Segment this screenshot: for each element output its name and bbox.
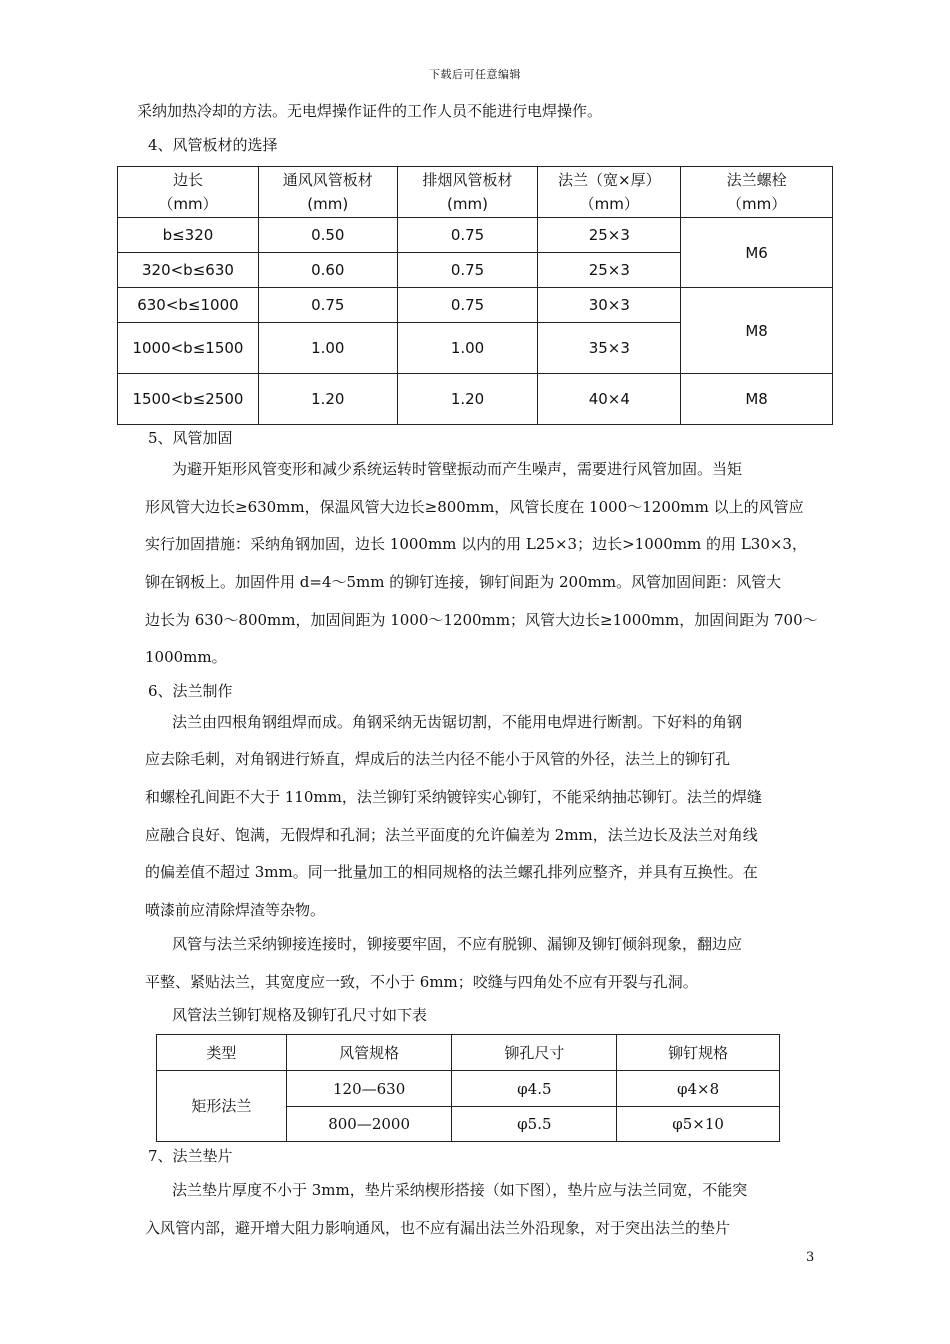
table-cell: b≤320 <box>118 218 259 253</box>
page-header: 下载后可任意编辑 <box>429 68 521 81</box>
paragraph-line: 采纳加热冷却的方法。无电焊操作证件的工作人员不能进行电焊操作。 <box>137 102 603 120</box>
bolt-cell: M8 <box>681 288 833 374</box>
header-cell: 排烟风管板材 (mm) <box>397 167 538 218</box>
paragraph-line: 应融合良好、饱满，无假焊和孔洞；法兰平面度的允许偏差为 2mm，法兰边长及法兰对角线 <box>145 826 758 844</box>
header-cell: 铆孔尺寸 <box>452 1035 617 1071</box>
table-row <box>118 218 833 253</box>
table-cell: 1500<b≤2500 <box>118 374 259 425</box>
type-cell: 矩形法兰 <box>157 1071 287 1142</box>
table-cell: 0.50 <box>258 218 397 253</box>
section-7-heading: 7、法兰垫片 <box>148 1147 233 1165</box>
table-cell: 1.20 <box>258 374 397 425</box>
paragraph-line: 应去除毛刺，对角钢进行矫直，焊成后的法兰内径不能小于风管的外径，法兰上的铆钉孔 <box>145 750 731 768</box>
duct-material-table <box>117 166 833 425</box>
table-cell: 25×3 <box>538 218 681 253</box>
paragraph-line: 形风管大边长≥630mm，保温风管大边长≥800mm，风管长度在 1000～1200mm 以上的风管应 <box>145 498 804 516</box>
table-cell: 0.75 <box>397 218 538 253</box>
table-cell: 30×3 <box>538 288 681 323</box>
section-5-heading: 5、风管加固 <box>148 429 233 447</box>
section-6-heading: 6、法兰制作 <box>148 682 233 700</box>
header-cell: 风管规格 <box>286 1035 452 1071</box>
table-cell: 1000<b≤1500 <box>118 323 259 374</box>
table-cell: 1.20 <box>397 374 538 425</box>
table-cell: 0.75 <box>397 253 538 288</box>
header-cell: 法兰螺栓 （mm） <box>681 167 833 218</box>
table-cell: 800—2000 <box>286 1107 452 1142</box>
header-cell: 类型 <box>157 1035 287 1071</box>
table-cell: 0.75 <box>258 288 397 323</box>
table-row <box>157 1071 780 1107</box>
rivet-spec-table <box>156 1034 780 1142</box>
table-intro: 风管法兰铆钉规格及铆钉孔尺寸如下表 <box>172 1006 428 1024</box>
table-cell: φ5×10 <box>617 1107 780 1142</box>
paragraph-line: 入风管内部，避开增大阻力影响通风，也不应有漏出法兰外沿现象，对于突出法兰的垫片 <box>145 1219 731 1237</box>
header-cell: 通风风管板材 (mm) <box>258 167 397 218</box>
paragraph-line: 实行加固措施：采纳角钢加固，边长 1000mm 以内的用 L25×3；边长>1000mm 的用 L30×3， <box>145 535 807 553</box>
table-cell: φ5.5 <box>452 1107 617 1142</box>
table-row <box>118 288 833 323</box>
table-cell: 630<b≤1000 <box>118 288 259 323</box>
table-cell: 1.00 <box>397 323 538 374</box>
paragraph-line: 和螺栓孔间距不大于 110mm，法兰铆钉采纳镀锌实心铆钉，不能采纳抽芯铆钉。法兰的焊缝 <box>145 788 762 806</box>
paragraph-line: 法兰由四根角钢组焊而成。角钢采纳无齿锯切割，不能用电焊进行断割。下好料的角钢 <box>172 713 743 731</box>
bolt-cell: M8 <box>681 374 833 425</box>
paragraph-line: 边长为 630～800mm，加固间距为 1000～1200mm；风管大边长≥1000mm，加固间距为 700～ <box>145 611 818 629</box>
header-cell: 法兰（宽×厚） （mm） <box>538 167 681 218</box>
paragraph-line: 的偏差值不超过 3mm。同一批量加工的相同规格的法兰螺孔排列应整齐，并具有互换性。在 <box>145 863 758 881</box>
paragraph-line: 铆在钢板上。加固件用 d=4～5mm 的铆钉连接，铆钉间距为 200mm。风管加固间距：风管大 <box>145 573 782 591</box>
table-cell: 1.00 <box>258 323 397 374</box>
table-cell: φ4×8 <box>617 1071 780 1107</box>
section-4-heading: 4、风管板材的选择 <box>148 136 278 154</box>
table-header-row <box>118 167 833 218</box>
bolt-cell: M6 <box>681 218 833 288</box>
table-cell: 35×3 <box>538 323 681 374</box>
paragraph-line: 平整、紧贴法兰，其宽度应一致，不小于 6mm；咬缝与四角处不应有开裂与孔洞。 <box>145 973 698 991</box>
table-cell: 320<b≤630 <box>118 253 259 288</box>
table-cell: 0.60 <box>258 253 397 288</box>
table-cell: φ4.5 <box>452 1071 617 1107</box>
table-row <box>118 374 833 425</box>
paragraph-line: 法兰垫片厚度不小于 3mm，垫片采纳楔形搭接（如下图），垫片应与法兰同宽，不能突 <box>172 1181 748 1199</box>
page-number: 3 <box>806 1250 815 1265</box>
paragraph-line: 为避开矩形风管变形和减少系统运转时管壁振动而产生噪声，需要进行风管加固。当矩 <box>172 460 743 478</box>
table-cell: 40×4 <box>538 374 681 425</box>
table-header-row <box>157 1035 780 1071</box>
paragraph-line: 1000mm。 <box>145 648 227 666</box>
table-cell: 0.75 <box>397 288 538 323</box>
paragraph-line: 风管与法兰采纳铆接连接时，铆接要牢固，不应有脱铆、漏铆及铆钉倾斜现象，翻边应 <box>172 935 743 953</box>
header-cell: 边长 （mm） <box>118 167 259 218</box>
table-cell: 120—630 <box>286 1071 452 1107</box>
table-cell: 25×3 <box>538 253 681 288</box>
paragraph-line: 喷漆前应清除焊渣等杂物。 <box>145 901 326 919</box>
header-cell: 铆钉规格 <box>617 1035 780 1071</box>
